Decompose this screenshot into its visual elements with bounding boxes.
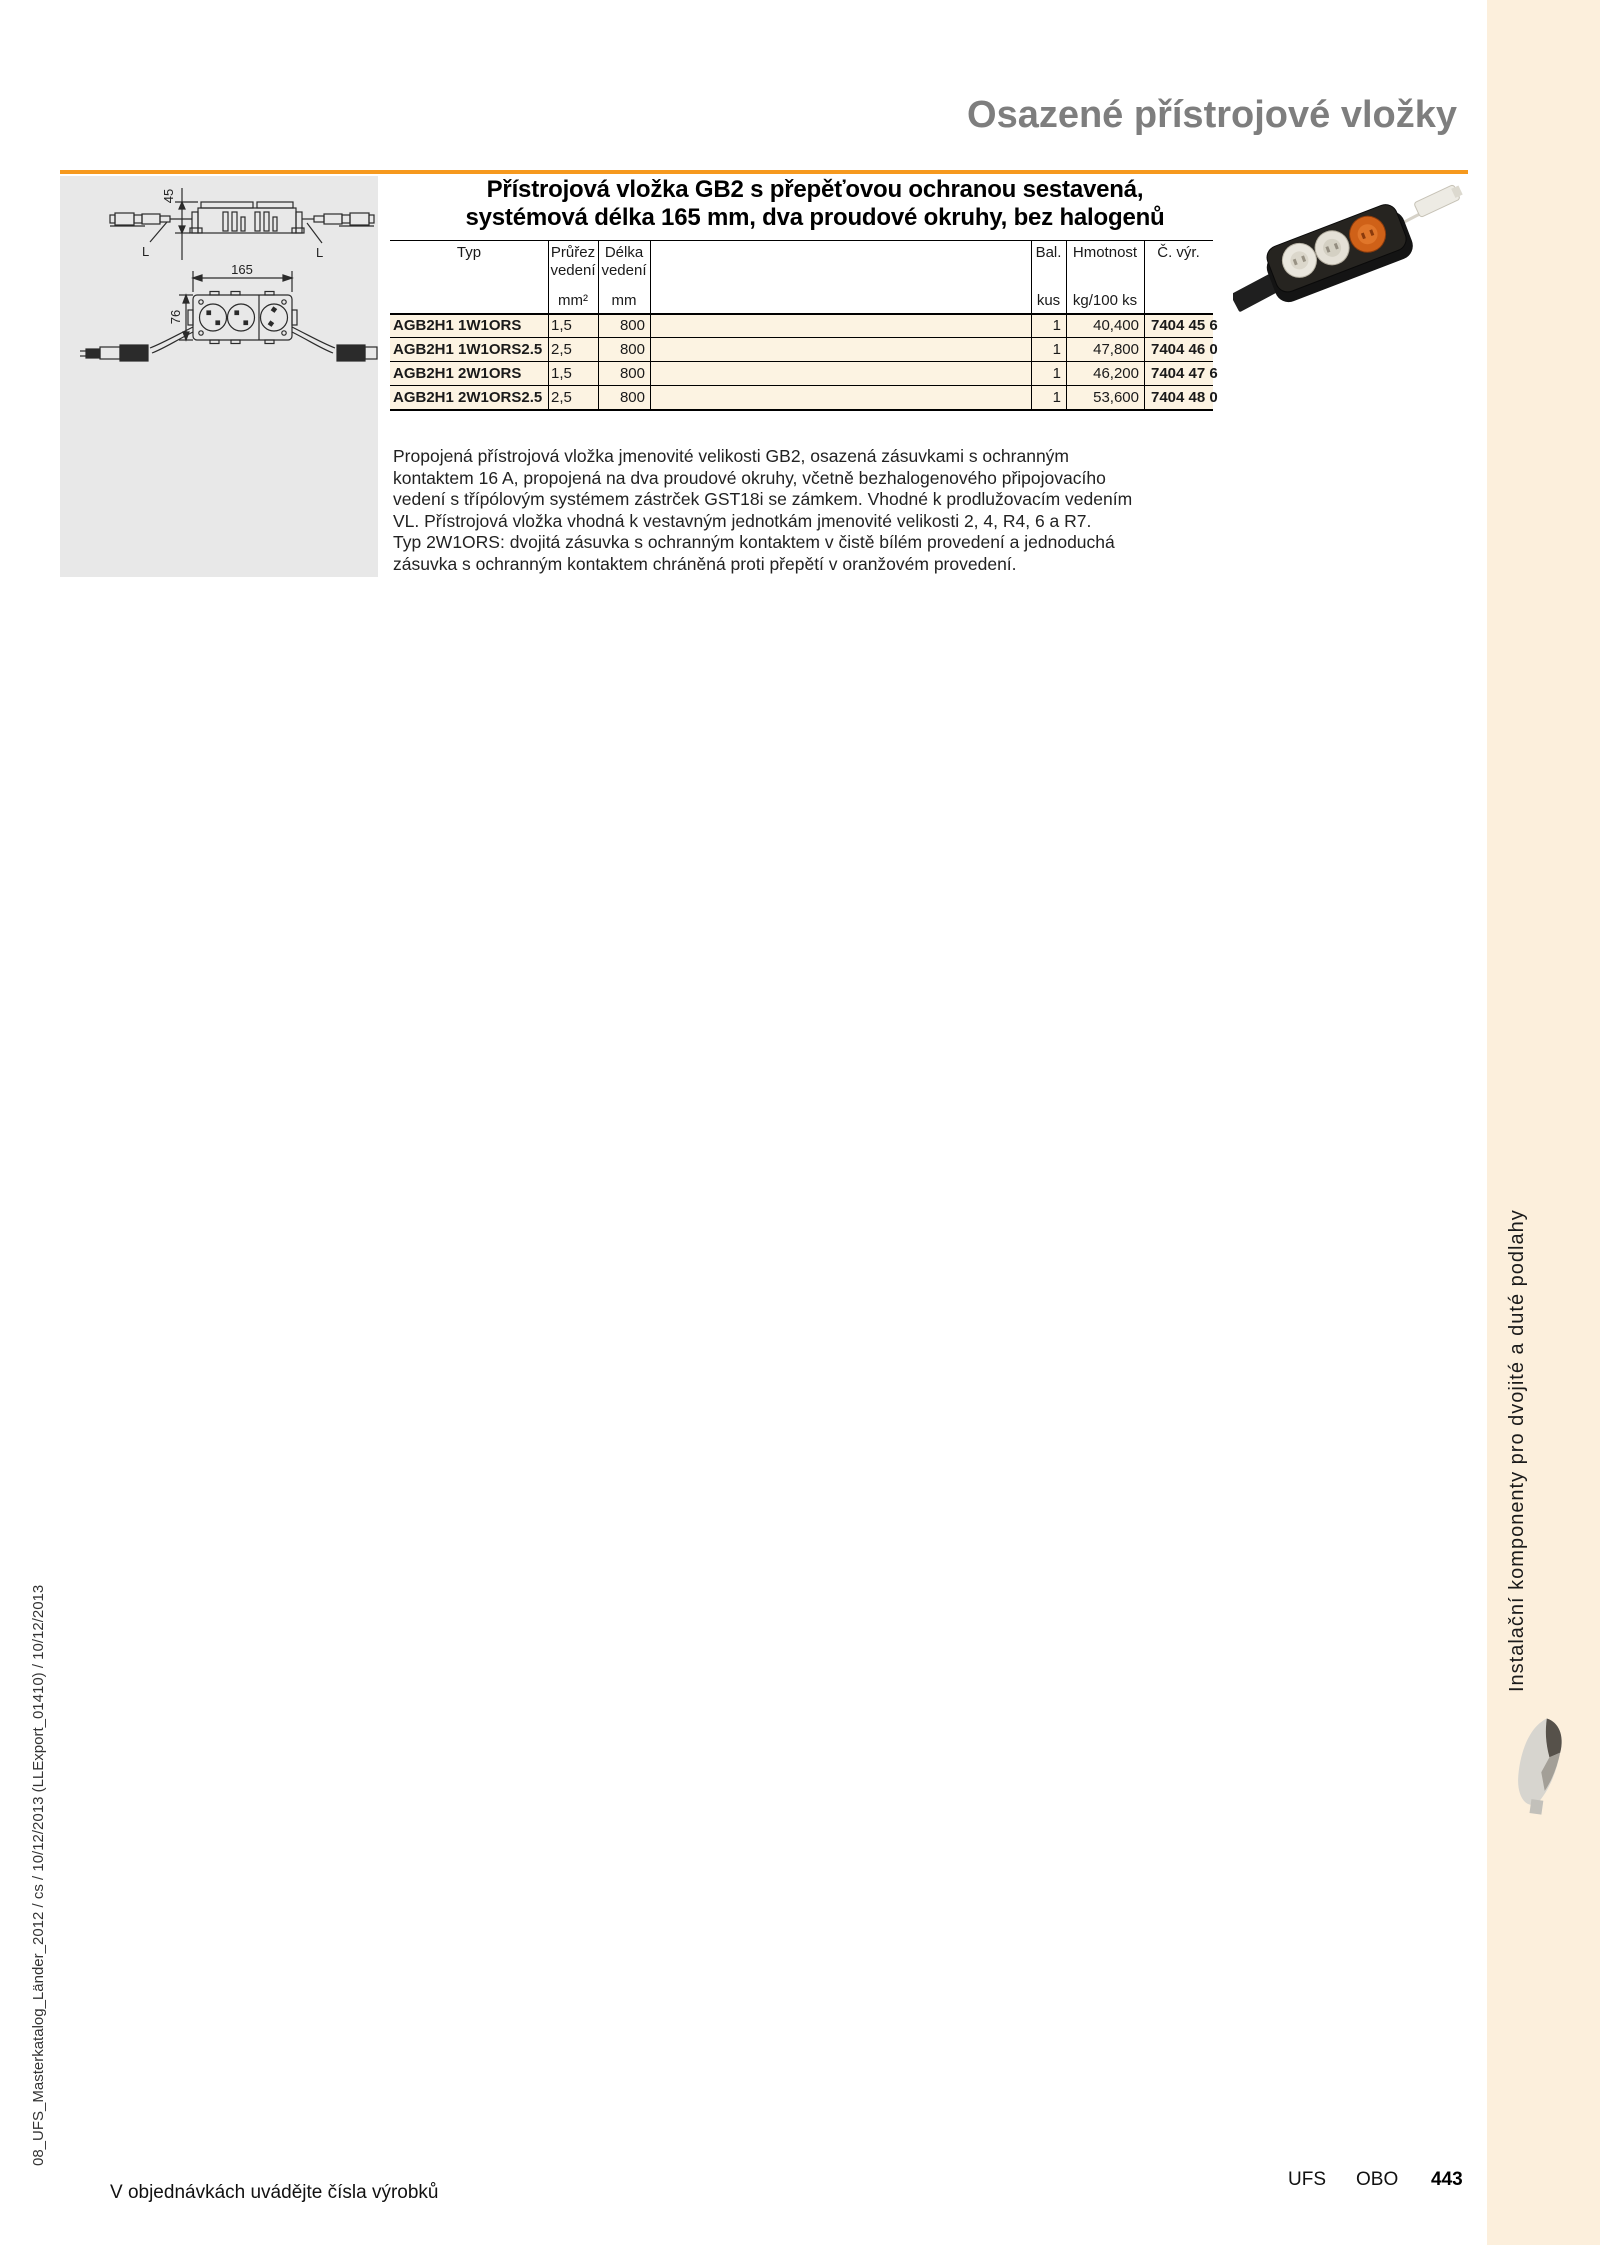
column-header-cvyr: Č. výr.	[1157, 244, 1200, 261]
accent-rule	[60, 170, 1468, 174]
table-row-bal: 1	[1052, 365, 1061, 382]
dim-height-label: 45	[161, 188, 176, 204]
dim-length-label: 165	[231, 262, 253, 277]
product-title-line2: systémová délka 165 mm, dva proudové okruhy, bez halogenů	[465, 204, 1165, 231]
column-header-delka-2: vedení	[601, 262, 647, 279]
cable-l-label-left: L	[142, 244, 150, 259]
table-row-delka: 800	[619, 317, 645, 334]
footer-order-note: V objednávkách uvádějte čísla výrobků	[110, 2182, 439, 2203]
table-row-prurez: 2,5	[551, 341, 572, 358]
column-header-prurez: Průřez	[550, 244, 596, 261]
footer-brand-label: OBO	[1356, 2169, 1399, 2190]
chapter-sidebar	[1487, 0, 1600, 2245]
table-row-hmotnost: 40,400	[1093, 317, 1139, 334]
table-column-divider	[1066, 240, 1067, 411]
unit-hmotnost: kg/100 ks	[1072, 292, 1138, 309]
product-photo	[1233, 182, 1465, 317]
table-row-cvyr: 7404 47 6	[1151, 365, 1218, 382]
table-column-divider	[1144, 240, 1145, 411]
table-row-typ: AGB2H1 2W1ORS	[393, 365, 522, 382]
description-line: kontaktem 16 A, propojená na dva proudové okruhy, včetně bezhalogenového připojovacího	[393, 467, 1106, 488]
technical-drawing-panel	[60, 176, 378, 577]
chapter-thumbnail-image	[1512, 1712, 1568, 1822]
table-row-prurez: 1,5	[551, 365, 572, 382]
description-line: VL. Přístrojová vložka vhodná k vestavným jednotkám jmenovité velikosti 2, 4, R4, 6 a R7.	[393, 510, 1092, 531]
chapter-sidebar-label: Instalační komponenty pro dvojité a duté podlahy	[1506, 1209, 1528, 1692]
table-row-delka: 800	[619, 389, 645, 406]
description-line: Typ 2W1ORS: dvojitá zásuvka s ochranným kontaktem v čistě bílém provedení a jednoduchá	[393, 532, 1115, 553]
dim-width-label: 76	[168, 309, 183, 325]
table-row-bal: 1	[1052, 389, 1061, 406]
table-row-prurez: 1,5	[551, 317, 572, 334]
table-rule	[390, 240, 1213, 241]
unit-prurez: mm²	[558, 292, 588, 309]
column-header-hmotnost: Hmotnost	[1072, 244, 1138, 261]
column-header-bal: Bal.	[1035, 244, 1062, 261]
chapter-title: Osazené přístrojové vložky	[967, 94, 1457, 136]
product-title-line1: Přístrojová vložka GB2 s přepěťovou ochranou sestavená,	[486, 176, 1144, 203]
description-line: zásuvka s ochranným kontaktem chráněná proti přepětí v oranžovém provedení.	[393, 553, 1017, 574]
table-row-typ: AGB2H1 1W1ORS2.5	[393, 341, 543, 358]
table-row-bal: 1	[1052, 317, 1061, 334]
unit-bal: kus	[1036, 292, 1061, 309]
print-margin-note: 08_UFS_Masterkatalog_Länder_2012 / cs / 10/12/2013 (LLExport_01410) / 10/12/2013	[30, 1584, 47, 2166]
cable-l-label-right: L	[316, 245, 324, 260]
table-row-typ: AGB2H1 2W1ORS2.5	[393, 389, 543, 406]
table-row-hmotnost: 47,800	[1093, 341, 1139, 358]
product-description	[393, 446, 1132, 576]
table-column-divider	[650, 240, 651, 411]
table-row-cvyr: 7404 46 0	[1151, 341, 1218, 358]
column-header-typ: Typ	[456, 244, 482, 261]
technical-drawing	[60, 176, 378, 577]
column-header-prurez-2: vedení	[550, 262, 596, 279]
page-number: 443	[1431, 2169, 1463, 2190]
description-line: vedení s třípólovým systémem zástrček GST18i se zámkem. Vhodné k prodlužovacím vedením	[393, 489, 1133, 510]
table-row-hmotnost: 53,600	[1093, 389, 1139, 406]
table-row-delka: 800	[619, 365, 645, 382]
product-title	[405, 176, 1225, 232]
table-row-bal: 1	[1052, 341, 1061, 358]
table-row-hmotnost: 46,200	[1093, 365, 1139, 382]
column-header-delka: Délka	[604, 244, 644, 261]
table-row-prurez: 2,5	[551, 389, 572, 406]
table-row-delka: 800	[619, 341, 645, 358]
footer-system-label: UFS	[1288, 2169, 1326, 2190]
table-row-cvyr: 7404 45 6	[1151, 317, 1218, 334]
unit-delka: mm	[611, 292, 637, 309]
table-row-cvyr: 7404 48 0	[1151, 389, 1218, 406]
table-row-typ: AGB2H1 1W1ORS	[393, 317, 522, 334]
product-table	[390, 240, 1218, 412]
description-line: Propojená přístrojová vložka jmenovité velikosti GB2, osazená zásuvkami s ochranným	[393, 446, 1070, 466]
